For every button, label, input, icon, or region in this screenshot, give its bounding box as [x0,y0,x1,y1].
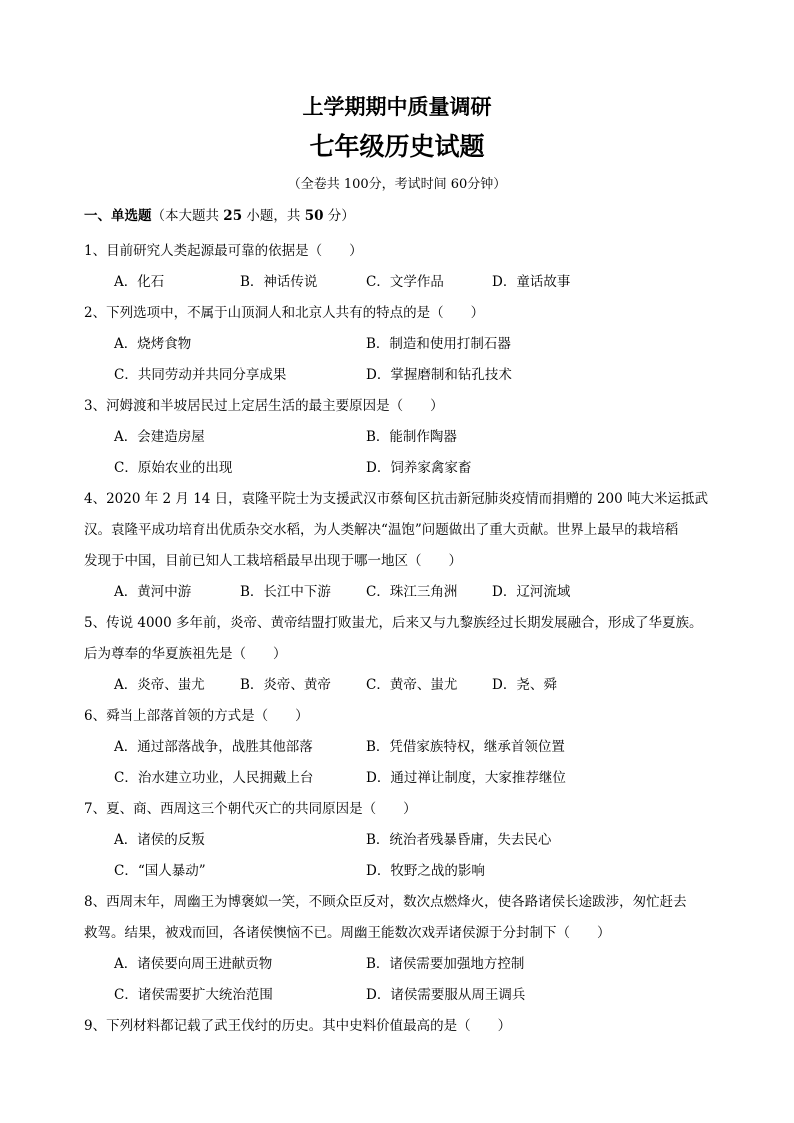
question-5-option-d[interactable]: D．尧、舜 [492,677,557,693]
question-5-option-b[interactable]: B．炎帝、黄帝 [240,677,331,693]
question-4-stem-line-3: 发现于中国，目前已知人工栽培稻最早出现于哪一地区（ ） [84,553,462,569]
question-3-options-row1 [84,422,724,453]
question-9-stem: 9、下列材料都记载了武王伐纣的历史。其中史料价值最高的是（ ） [84,1018,512,1034]
question-5-options [84,670,724,701]
question-5-option-a[interactable]: A．炎帝、蚩尤 [114,677,205,693]
question-1-option-c[interactable]: C．文学作品 [366,274,444,290]
question-8-option-c[interactable]: C．诸侯需要扩大统治范围 [114,987,273,1003]
section-count: 25 [223,208,243,224]
question-2-option-d[interactable]: D．掌握磨制和钻孔技术 [366,367,512,383]
question-3-option-a[interactable]: A．会建造房屋 [114,429,205,445]
question-6-option-a[interactable]: A．通过部落战争，战胜其他部落 [114,739,313,755]
question-3-stem: 3、河姆渡和半坡居民过上定居生活的最主要原因是（ ） [84,398,444,414]
question-4-option-b[interactable]: B．长江中下游 [240,584,331,600]
question-2-option-c[interactable]: C．共同劳动并共同分享成果 [114,367,287,383]
question-2-option-b[interactable]: B．制造和使用打制石器 [366,336,511,352]
exam-note: （全卷共 100分，考试时间 60分钟） [287,177,507,192]
question-8-option-b[interactable]: B．诸侯需要加强地方控制 [366,956,525,972]
question-2-options-row1 [84,329,724,360]
question-2-stem: 2、下列选项中，不属于山顶洞人和北京人共有的特点的是（ ） [84,305,485,321]
question-4-option-c[interactable]: C．珠江三角洲 [366,584,458,600]
section-score: 50 [304,208,324,224]
question-2-options-row2 [84,360,724,391]
section-info-pre: （本大题共 [151,208,224,224]
question-6-option-c[interactable]: C．治水建立功业，人民拥戴上台 [114,770,314,786]
question-4-option-d[interactable]: D．辽河流域 [492,584,571,600]
section-info-mid: 小题，共 [242,208,305,224]
question-5-stem-line-2: 后为尊奉的华夏族祖先是（ ） [84,646,287,662]
question-1-option-a[interactable]: A．化石 [114,274,165,290]
section-info-post: 分） [323,208,355,224]
question-8-options-row1 [84,949,724,980]
question-7-options-row2 [84,856,724,887]
question-7-options-row1 [84,825,724,856]
question-6-stem: 6、舜当上部落首领的方式是（ ） [84,708,309,724]
question-4-options [84,577,724,608]
question-8-options-row2 [84,980,724,1011]
question-7-option-d[interactable]: D．牧野之战的影响 [366,863,485,879]
question-3-option-b[interactable]: B．能制作陶器 [366,429,457,445]
question-4-option-a[interactable]: A．黄河中游 [114,584,192,600]
question-5-stem-line-1: 5、传说 4000 多年前，炎帝、黄帝结盟打败蚩尤，后来又与九黎族经过长期发展融合，形成了华夏族。 [84,615,703,631]
question-6-options-row2 [84,763,724,794]
question-8-stem-line-2: 救驾。结果，被戏而回，各诸侯懊恼不已。周幽王能数次戏弄诸侯源于分封制下（ ） [84,925,611,941]
question-5-option-c[interactable]: C．黄帝、蚩尤 [366,677,458,693]
exam-title: 上学期期中质量调研 [302,94,492,119]
exam-subtitle: 七年级历史试题 [309,132,485,161]
question-8-option-d[interactable]: D．诸侯需要服从周王调兵 [366,987,526,1003]
question-8-option-a[interactable]: A．诸侯要向周王进献贡物 [114,956,273,972]
question-list [84,236,724,1042]
question-4-stem-line-2: 汉。袁隆平成功培育出优质杂交水稻，为人类解决“温饱”问题做出了重大贡献。世界上最早的栽培稻 [84,522,679,538]
question-1-option-b[interactable]: B．神话传说 [240,274,318,290]
question-1-options [84,267,724,298]
question-3-option-c[interactable]: C．原始农业的出现 [114,460,233,476]
section-label: 一、单选题 [84,208,152,224]
question-6-options-row1 [84,732,724,763]
question-6-option-d[interactable]: D．通过禅让制度，大家推荐继位 [366,770,566,786]
question-4-stem-line-1: 4、2020 年 2 月 14 日，袁隆平院士为支援武汉市蔡甸区抗击新冠肺炎疫情而捐赠的 200 吨大米运抵武 [84,491,709,507]
question-1-option-d[interactable]: D．童话故事 [492,274,571,290]
question-8-stem-line-1: 8、西周末年，周幽王为博褒姒一笑，不顾众臣反对，数次点燃烽火，使各路诸侯长途跋涉，匆忙赶去 [84,894,687,910]
question-6-option-b[interactable]: B．凭借家族特权，继承首领位置 [366,739,565,755]
question-7-option-b[interactable]: B．统治者残暴昏庸，失去民心 [366,832,552,848]
question-7-option-c[interactable]: C．“国人暴动” [114,863,206,879]
section-heading [84,206,355,226]
question-2-option-a[interactable]: A．烧烤食物 [114,336,192,352]
question-1-stem: 1、目前研究人类起源最可靠的依据是（ ） [84,243,363,259]
question-3-option-d[interactable]: D．饲养家禽家畜 [366,460,472,476]
question-3-options-row2 [84,453,724,484]
question-7-option-a[interactable]: A．诸侯的反叛 [114,832,205,848]
question-7-stem: 7、夏、商、西周这三个朝代灭亡的共同原因是（ ） [84,801,417,817]
